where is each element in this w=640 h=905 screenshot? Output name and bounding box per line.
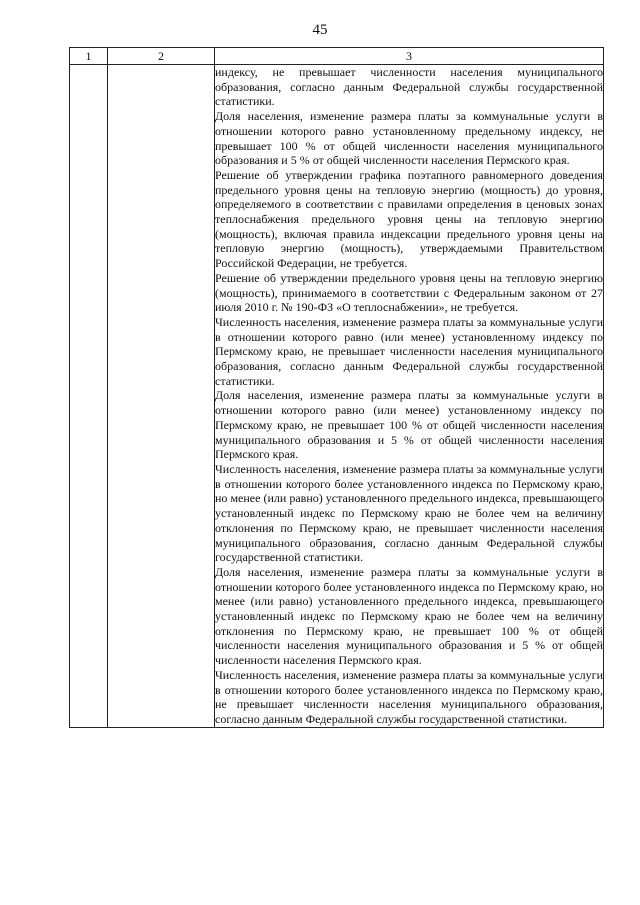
document-table (69, 47, 604, 728)
paragraph: Численность населения, изменение размера платы за коммунальные услуги в отношении которого равно (или менее) установленному индексу по Пермскому краю, не превышает численности населения муниципального образования, согласно данным Федеральной службы государственной статистики. (215, 314, 603, 388)
paragraph: Численность населения, изменение размера платы за коммунальные услуги в отношении которого более установленного индекса по Пермскому краю, но менее (или равно) установленного предельного индекса, превышающего установленный индекс по Пермскому краю не более чем на величину отклонения по Пермскому краю, не превышает численности населения муниципального образования, согласно данным Федеральной службы государственной статистики. (215, 461, 603, 565)
paragraph: Решение об утверждении предельного уровня цены на тепловую энергию (мощность), принимаемого в соответствии с Федеральным законом от 27 июля 2010 г. № 190-ФЗ «О теплоснабжении», не требуется. (215, 270, 603, 315)
page-number: 45 (312, 22, 328, 38)
table-row (70, 65, 604, 728)
paragraph: Доля населения, изменение размера платы за коммунальные услуги в отношении которого более установленного индекса по Пермскому краю, но менее (или равно) установленного предельного индекса, превышающего установленный индекс по Пермскому краю не более чем на величину отклонения по Пермскому краю, не превышает 100 % от общей численности населения муниципального образования и 5 % от общей численности населения Пермского края. (215, 564, 603, 668)
paragraph: Доля населения, изменение размера платы за коммунальные услуги в отношении которого равно (или менее) установленному индексу по Пермскому краю, не превышает 100 % от общей численности населения муниципального образования и 5 % от общей численности населения Пермского края. (215, 388, 603, 462)
paragraph: Доля населения, изменение размера платы за коммунальные услуги в отношении которого равно установленному предельному индексу, не превышает 100 % от общей численности населения муниципального образования и 5 % от общей численности населения Пермского края. (215, 109, 603, 168)
paragraph: Численность населения, изменение размера платы за коммунальные услуги в отношении которого более установленного индекса по Пермскому краю, не превышает численности населения муниципального образования, согласно данным Федеральной службы государственной статистики. (215, 667, 603, 726)
column-header-2: 2 (108, 48, 215, 65)
table-header (70, 48, 604, 65)
paragraph: индексу, не превышает численности населения муниципального образования, согласно данным Федеральной службы государственной статистики. (215, 65, 603, 109)
cell-column-1 (70, 65, 108, 728)
cell-column-2 (108, 65, 215, 728)
column-header-3: 3 (215, 48, 604, 65)
column-header-1: 1 (70, 48, 108, 65)
cell-column-3 (215, 65, 604, 728)
paragraph: Решение об утверждении графика поэтапного равномерного доведения предельного уровня цены на тепловую энергию (мощность) до уровня, определяемого в соответствии с правилами определения в ценовых зонах теплоснабжения предельного уровня цены на тепловую энергию (мощность), включая правила индексации предельного уровня цены на тепловую энергию (мощность), утверждаемыми Правительством Российской Федерации, не требуется. (215, 167, 603, 271)
